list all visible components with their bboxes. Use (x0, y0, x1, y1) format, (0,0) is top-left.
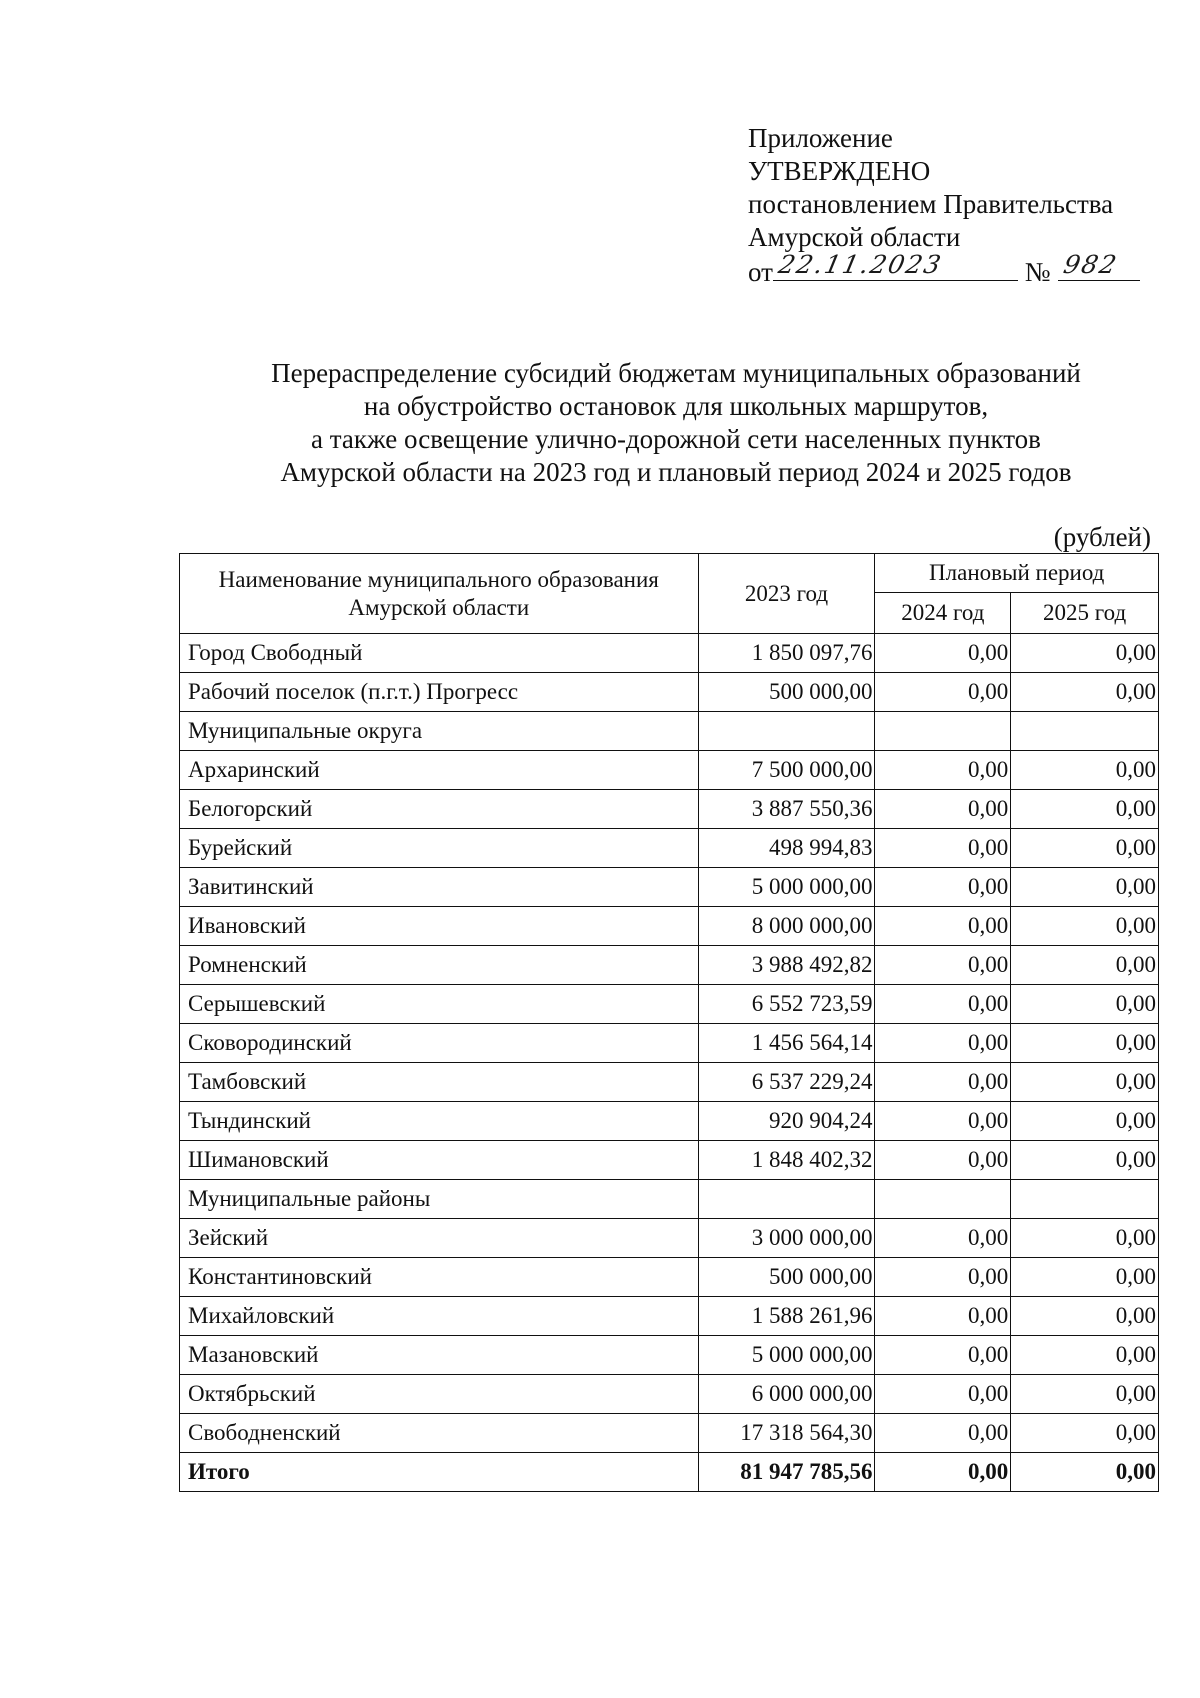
table-row (180, 1297, 1159, 1336)
cell-2025: 0,00 (1011, 1141, 1159, 1180)
cell-2024: 0,00 (875, 1063, 1011, 1102)
cell-2023: 81 947 785,56 (698, 1453, 875, 1492)
cell-2025: 0,00 (1011, 1336, 1159, 1375)
header-2023: 2023 год (698, 554, 875, 634)
cell-2025: 0,00 (1011, 1258, 1159, 1297)
cell-2025: 0,00 (1011, 673, 1159, 712)
cell-2024: 0,00 (875, 1141, 1011, 1180)
cell-2023: 6 000 000,00 (698, 1375, 875, 1414)
cell-2025: 0,00 (1011, 634, 1159, 673)
cell-2024 (875, 1180, 1011, 1219)
cell-name: Зейский (180, 1219, 699, 1258)
table-body (180, 634, 1159, 1492)
cell-2023: 500 000,00 (698, 1258, 875, 1297)
cell-name: Белогорский (180, 790, 699, 829)
table-row (180, 907, 1159, 946)
date-field (773, 250, 1018, 281)
cell-2024: 0,00 (875, 829, 1011, 868)
cell-2023: 1 456 564,14 (698, 1024, 875, 1063)
table-row (180, 1219, 1159, 1258)
title-line-3: а также освещение улично-дорожной сети населенных пунктов (311, 424, 1041, 454)
table-row (180, 1180, 1159, 1219)
cell-name: Рабочий поселок (п.г.т.) Прогресс (180, 673, 699, 712)
cell-2024: 0,00 (875, 751, 1011, 790)
cell-2023: 3 988 492,82 (698, 946, 875, 985)
cell-2025: 0,00 (1011, 1414, 1159, 1453)
cell-2025: 0,00 (1011, 1102, 1159, 1141)
cell-2023: 8 000 000,00 (698, 907, 875, 946)
document-title (0, 357, 1200, 489)
cell-name: Константиновский (180, 1258, 699, 1297)
table-row (180, 985, 1159, 1024)
cell-name: Серышевский (180, 985, 699, 1024)
cell-name: Ивановский (180, 907, 699, 946)
cell-name: Сковородинский (180, 1024, 699, 1063)
cell-2025: 0,00 (1011, 1297, 1159, 1336)
approval-approved: УТВЕРЖДЕНО (748, 156, 931, 186)
cell-2025: 0,00 (1011, 1219, 1159, 1258)
cell-2023: 1 588 261,96 (698, 1297, 875, 1336)
cell-name: Итого (180, 1453, 699, 1492)
table-row (180, 673, 1159, 712)
cell-name: Бурейский (180, 829, 699, 868)
cell-2023: 3 000 000,00 (698, 1219, 875, 1258)
cell-2024: 0,00 (875, 985, 1011, 1024)
cell-name: Тындинский (180, 1102, 699, 1141)
cell-2025: 0,00 (1011, 1375, 1159, 1414)
table-row (180, 790, 1159, 829)
cell-name: Свободненский (180, 1414, 699, 1453)
cell-2024: 0,00 (875, 868, 1011, 907)
cell-2023: 6 537 229,24 (698, 1063, 875, 1102)
approval-appendix: Приложение (748, 123, 893, 153)
cell-2025: 0,00 (1011, 790, 1159, 829)
table-row (180, 946, 1159, 985)
cell-2024: 0,00 (875, 634, 1011, 673)
handwritten-number: 982 (1061, 250, 1122, 279)
approval-region: Амурской области (748, 222, 961, 252)
cell-2025: 0,00 (1011, 985, 1159, 1024)
title-line-4: Амурской области на 2023 год и плановый период 2024 и 2025 годов (280, 457, 1072, 487)
table-row (180, 1414, 1159, 1453)
cell-2023 (698, 712, 875, 751)
table-row (180, 634, 1159, 673)
cell-name: Октябрьский (180, 1375, 699, 1414)
approval-block (748, 122, 1140, 289)
cell-2024: 0,00 (875, 1024, 1011, 1063)
approval-resolution: постановлением Правительства (748, 189, 1114, 219)
cell-2023: 6 552 723,59 (698, 985, 875, 1024)
cell-name: Ромненский (180, 946, 699, 985)
cell-2025: 0,00 (1011, 868, 1159, 907)
subsidy-table (179, 553, 1159, 1492)
cell-2024: 0,00 (875, 907, 1011, 946)
cell-2023: 1 850 097,76 (698, 634, 875, 673)
cell-2023: 3 887 550,36 (698, 790, 875, 829)
total-row (180, 1453, 1159, 1492)
header-name: Наименование муниципального образования Амурской области (180, 554, 699, 634)
table-row (180, 751, 1159, 790)
cell-2023: 5 000 000,00 (698, 868, 875, 907)
table-row (180, 712, 1159, 751)
cell-2025: 0,00 (1011, 1453, 1159, 1492)
cell-2025 (1011, 712, 1159, 751)
cell-name: Шимановский (180, 1141, 699, 1180)
cell-2025: 0,00 (1011, 1024, 1159, 1063)
cell-2023: 5 000 000,00 (698, 1336, 875, 1375)
cell-2025: 0,00 (1011, 1063, 1159, 1102)
cell-name: Тамбовский (180, 1063, 699, 1102)
cell-2025: 0,00 (1011, 907, 1159, 946)
number-field (1058, 250, 1140, 281)
cell-2024: 0,00 (875, 1453, 1011, 1492)
cell-2024: 0,00 (875, 1102, 1011, 1141)
table-row (180, 1024, 1159, 1063)
table-row (180, 1258, 1159, 1297)
cell-2023: 7 500 000,00 (698, 751, 875, 790)
table-row (180, 1375, 1159, 1414)
number-label: № (1024, 257, 1051, 287)
cell-2023: 500 000,00 (698, 673, 875, 712)
cell-2024: 0,00 (875, 673, 1011, 712)
table-row (180, 1063, 1159, 1102)
cell-name: Муниципальные округа (180, 712, 699, 751)
cell-2024: 0,00 (875, 1414, 1011, 1453)
cell-2025: 0,00 (1011, 946, 1159, 985)
cell-2023: 498 994,83 (698, 829, 875, 868)
cell-2024 (875, 712, 1011, 751)
table-row (180, 1141, 1159, 1180)
cell-2025 (1011, 1180, 1159, 1219)
cell-2023: 1 848 402,32 (698, 1141, 875, 1180)
title-line-2: на обустройство остановок для школьных маршрутов, (363, 391, 989, 421)
cell-2023 (698, 1180, 875, 1219)
table-row (180, 829, 1159, 868)
cell-2024: 0,00 (875, 946, 1011, 985)
cell-2023: 17 318 564,30 (698, 1414, 875, 1453)
from-label: от (748, 257, 773, 287)
units-label: (рублей) (1053, 522, 1151, 552)
cell-name: Михайловский (180, 1297, 699, 1336)
handwritten-date: 22.11.2023 (775, 250, 946, 279)
table-row (180, 868, 1159, 907)
cell-2024: 0,00 (875, 790, 1011, 829)
cell-2024: 0,00 (875, 1336, 1011, 1375)
title-line-1: Перераспределение субсидий бюджетам муниципальных образований (271, 358, 1081, 388)
cell-name: Завитинский (180, 868, 699, 907)
cell-2025: 0,00 (1011, 751, 1159, 790)
cell-2024: 0,00 (875, 1297, 1011, 1336)
approval-date-number (748, 250, 1140, 289)
table-row (180, 1102, 1159, 1141)
cell-2024: 0,00 (875, 1258, 1011, 1297)
cell-2025: 0,00 (1011, 829, 1159, 868)
cell-name: Город Свободный (180, 634, 699, 673)
cell-2023: 920 904,24 (698, 1102, 875, 1141)
cell-name: Муниципальные районы (180, 1180, 699, 1219)
header-2025: 2025 год (1011, 593, 1159, 634)
cell-name: Архаринский (180, 751, 699, 790)
header-2024: 2024 год (875, 593, 1011, 634)
cell-2024: 0,00 (875, 1375, 1011, 1414)
header-plan-period: Плановый период (875, 554, 1159, 593)
table-row (180, 1336, 1159, 1375)
cell-name: Мазановский (180, 1336, 699, 1375)
cell-2024: 0,00 (875, 1219, 1011, 1258)
